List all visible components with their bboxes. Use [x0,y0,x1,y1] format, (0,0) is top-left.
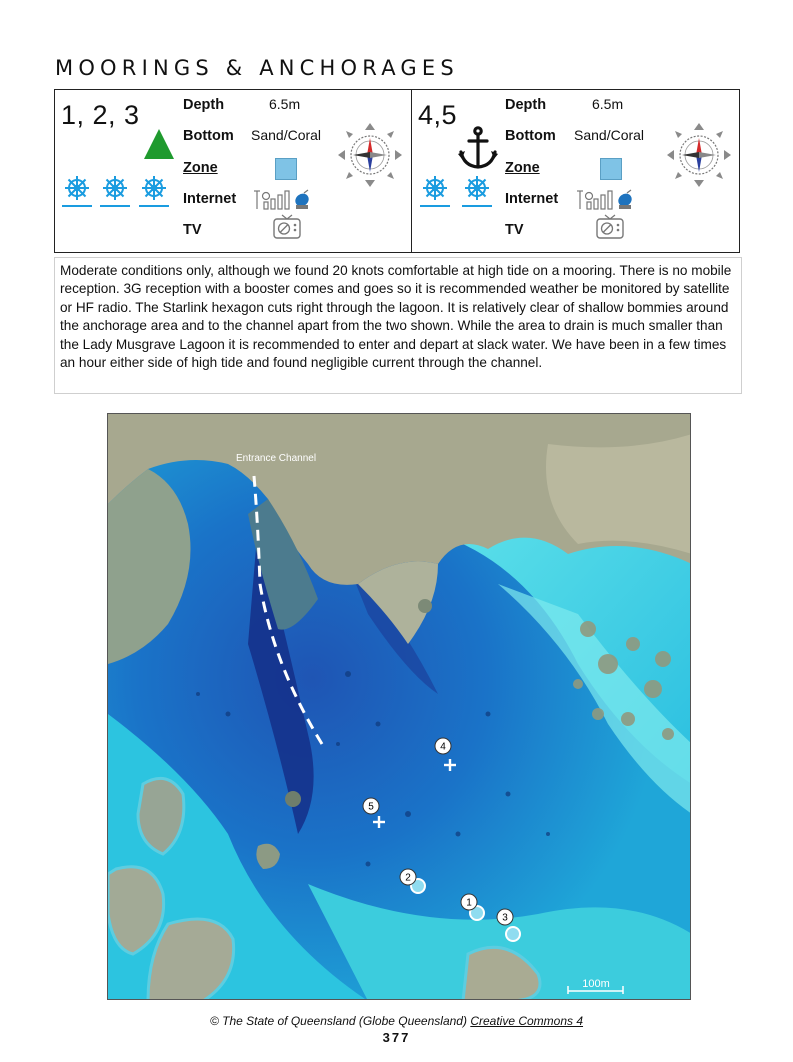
scale-label: 100m [582,978,610,990]
depth-value: 6.5m [592,96,624,112]
anchor-icon [458,126,498,170]
mooring-buoy-icon [420,174,450,208]
entrance-channel-label: Entrance Channel [236,453,317,464]
depth-label: Depth [505,97,547,113]
page-number: 377 [382,1030,411,1045]
marker-3: 3 [502,912,508,924]
internet-signal-icon [254,187,310,211]
bottom-value: Sand/Coral [574,127,645,143]
zone-link[interactable]: Zone [505,160,540,176]
bottom-label: Bottom [505,128,556,144]
site-panel-anchorage [412,90,741,252]
internet-label: Internet [183,191,237,207]
tv-icon [596,214,624,240]
compass-icon [664,120,734,190]
depth-value: 6.5m [269,96,301,112]
zone-color-swatch [275,158,297,180]
zone-link[interactable]: Zone [183,160,218,176]
map-image [108,414,691,1000]
green-triangle-icon [143,128,175,160]
site-info-table [54,89,740,253]
mooring-buoy-icon [100,174,130,208]
internet-label: Internet [505,191,559,207]
license-link[interactable]: Creative Commons 4 [470,1014,584,1028]
compass-icon [335,120,405,190]
image-credit [0,1014,793,1028]
tv-icon [273,214,301,240]
satellite-map [107,413,691,1000]
page-title: MOORINGS & ANCHORAGES [55,56,459,80]
bottom-label: Bottom [183,128,234,144]
marker-2: 2 [405,872,411,884]
zone-color-swatch [600,158,622,180]
marker-4: 4 [440,741,446,753]
depth-label: Depth [183,97,225,113]
mooring-buoy-icon [462,174,492,208]
site-panel-moorings [55,90,411,252]
site-ids: 1, 2, 3 [61,100,140,130]
mooring-buoy-icon [62,174,92,208]
tv-label: TV [505,222,524,238]
credit-text: © The State of Queensland (Globe Queensland) [209,1014,471,1028]
bottom-value: Sand/Coral [251,127,322,143]
description-text: Moderate conditions only, although we found 20 knots comfortable at high tide on a mooring. There is no mobile reception. 3G reception with a booster comes and goes so it is recommended weather be monitored by satellite or HF radio. The Starlink hexagon cuts right through the lagoon. It is relatively clear of shallow bommies around the anchorage area and to the channel apart from the two shown. While the area to drain is much smaller than the Lady Musgrave Lagoon it is recommended to enter and depart at slack water. We have been in a few times an hour either side of high tide and found negligible current through the channel. [54,257,742,394]
internet-signal-icon [577,187,633,211]
mooring-buoy-icon [139,174,169,208]
tv-label: TV [183,222,202,238]
site-ids: 4,5 [418,100,458,130]
marker-1: 1 [466,897,472,909]
marker-5: 5 [368,801,374,813]
